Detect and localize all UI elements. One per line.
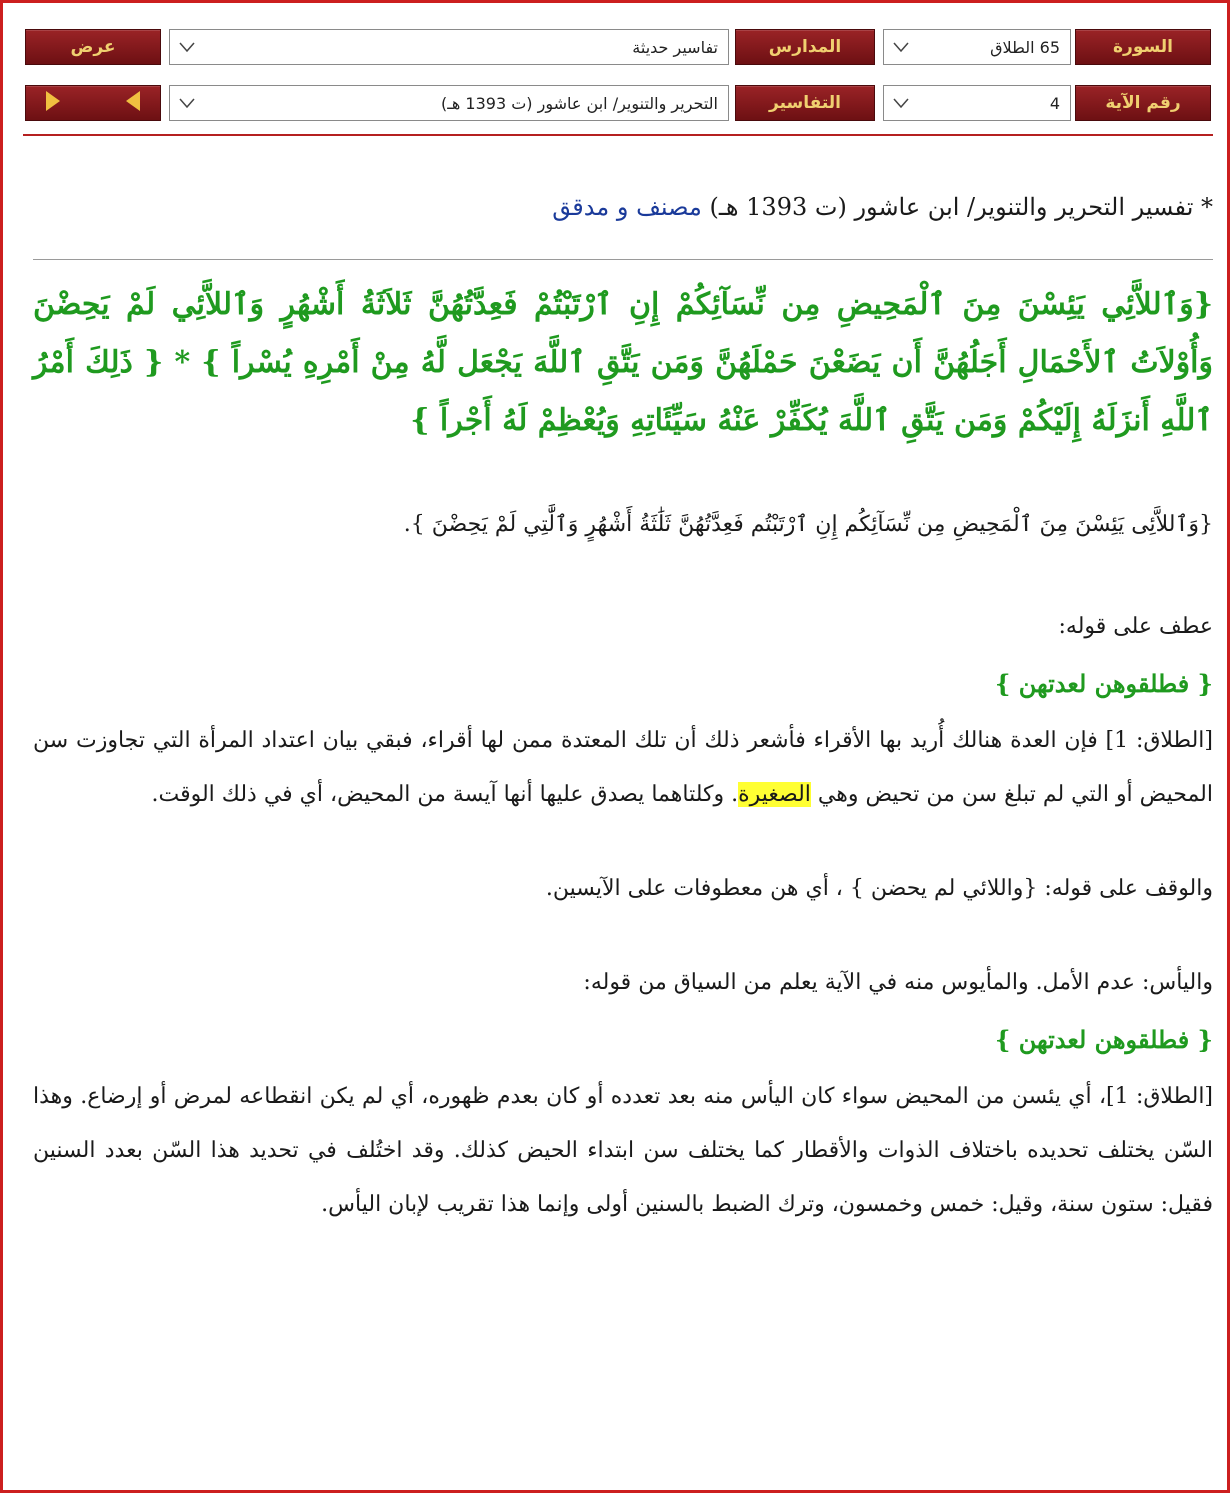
paragraph-lead-3: واليأس: عدم الأمل. والمأيوس منه في الآية يعلم من السياق من قوله: xyxy=(583,970,1213,995)
chevron-down-icon xyxy=(892,94,910,112)
quran-verse: {وَٱللاَّئِي يَئِسْنَ مِنَ ٱلْمَحِيضِ مِن نِّسَآئِكُمْ إِنِ ٱرْتَبْتُمْ فَعِدَّتُهُنَّ ثَلاَثَةُ أَشْهُرٍ وَٱللاَّئِي لَمْ يَحِضْنَ وَأُوْلاَتُ ٱلأَحْمَالِ أَجَلُهُنَّ أَن يَضَعْنَ حَمْلَهُنَّ وَمَن يَتَّقِ ٱللَّهَ يَجْعَل لَّهُ مِنْ أَمْرِهِ يُسْراً } * { ذَلِكَ أَمْرُ ٱللَّهِ أَنزَلَهُ إِلَيْكُمْ وَمَن يَتَّقِ ٱللَّهَ يُكَفِّرْ عَنْهُ سَيِّئَاتِهِ وَيُعْظِمْ لَهُ أَجْراً } xyxy=(33,287,1213,438)
paragraph-1-text-b: . وكلتاهما يصدق عليها أنها آيسة من المحيض، أي في ذلك الوقت. xyxy=(151,782,739,807)
verse-reference-2[interactable]: { فطلقوهن لعدتهن } xyxy=(994,1025,1213,1054)
controls-panel xyxy=(23,27,1213,127)
ayah-nav-buttons xyxy=(25,85,161,121)
chevron-down-icon xyxy=(178,38,196,56)
paragraph-lead-1: عطف على قوله: xyxy=(1058,614,1213,639)
content-divider xyxy=(33,259,1213,260)
ayah-label-button[interactable]: رقم الآية xyxy=(1075,85,1211,121)
schools-select-value: تفاسير حديثة xyxy=(632,37,718,57)
source-title: * تفسير التحرير والتنوير/ ابن عاشور (ت 1393 هـ) xyxy=(709,193,1213,221)
tafasir-label-button[interactable]: التفاسير xyxy=(735,85,875,121)
ayah-select-value: 4 xyxy=(1049,93,1060,113)
paragraph-1-text-a: [الطلاق: 1] فإن العدة هنالك أُريد بها الأقراء فأشعر ذلك أن تلك المعتدة ممن لها أقراء، فبقي بيان اعتداد المرأة التي تجاوزت سن المحيض أو التي لم تبلغ سن من تحيض وهي xyxy=(33,728,1213,807)
ayah-select[interactable] xyxy=(883,85,1071,121)
schools-select[interactable] xyxy=(169,29,729,65)
highlighted-term: الصغيرة xyxy=(738,782,811,807)
schools-label-button[interactable]: المدارس xyxy=(735,29,875,65)
show-button[interactable]: عرض xyxy=(25,29,161,65)
tafasir-select-value: التحرير والتنوير/ ابن عاشور (ت 1393 هـ) xyxy=(440,93,718,113)
chevron-down-icon xyxy=(892,38,910,56)
paragraph-2: والوقف على قوله: {واللائي لم يحضن } ، أي هن معطوفات على الآيسين. xyxy=(545,876,1213,901)
source-line xyxy=(33,193,1213,237)
surah-label-button[interactable]: السورة xyxy=(1075,29,1211,65)
tafsir-content xyxy=(33,193,1213,1232)
controls-row-1 xyxy=(23,29,1213,67)
verse-reference-1[interactable]: { فطلقوهن لعدتهن } xyxy=(994,669,1213,698)
author-link[interactable]: مصنف و مدقق xyxy=(552,193,702,221)
chevron-down-icon xyxy=(178,94,196,112)
tafasir-select[interactable] xyxy=(169,85,729,121)
header-divider xyxy=(23,134,1213,136)
paragraph-3: [الطلاق: 1]، أي يئسن من المحيض سواء كان اليأس منه بعد تعدده أو كان بعدم ظهوره، أي لم يكن انقطاعه لمرض أو إرضاع. وهذا السّن يختلف تحديده باختلاف الذوات والأقطار كما يختلف سن ابتداء الحيض كذلك. وقد اختُلف في تحديد هذا السّن بعدد السنين فقيل: ستون سنة، وقيل: خمس وخمسون، وترك الضبط بالسنين أولى وإنما هذا تقريب لإبان اليأس. xyxy=(33,1084,1214,1217)
quote-intro: {وَٱللاَّئِى يَئِسْنَ مِنَ ٱلْمَحِيضِ مِن نِّسَآئِكُم إِنِ ٱرْتَبْتُم فَعِدَّتُهُنَّ ثَلَٰثَةُ أَشْهُرٍ وَٱلَّٰتِي لَمْ يَحِضْنَ }. xyxy=(403,512,1213,537)
surah-select-value: 65 الطلاق xyxy=(990,37,1060,57)
triangle-right-icon[interactable] xyxy=(44,90,62,117)
paragraph-1 xyxy=(33,714,1213,822)
controls-row-2 xyxy=(23,85,1213,123)
triangle-left-icon[interactable] xyxy=(124,90,142,117)
surah-select[interactable] xyxy=(883,29,1071,65)
